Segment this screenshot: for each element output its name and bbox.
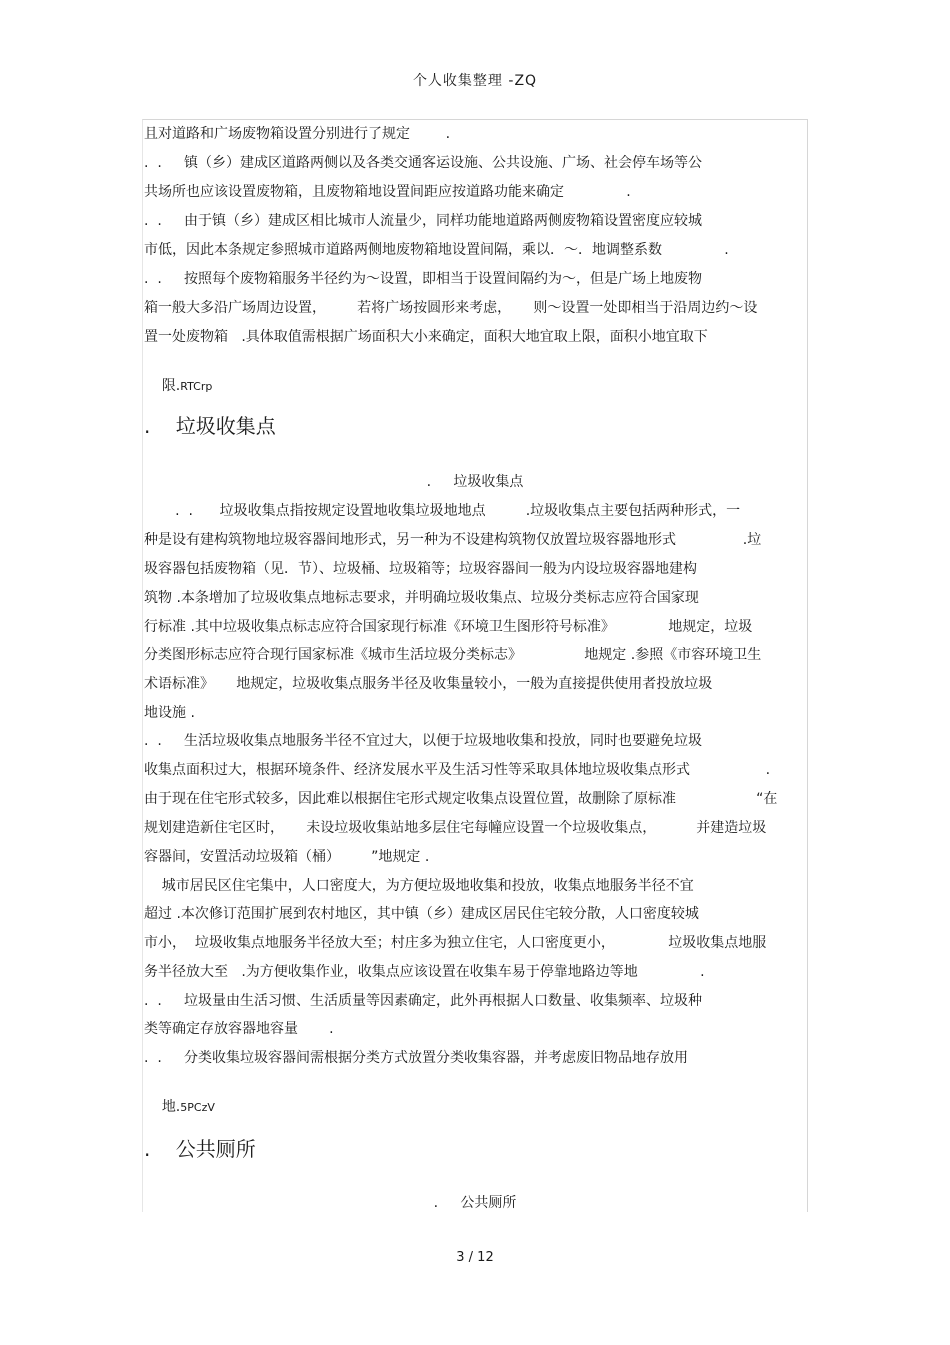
paragraph-text: 限. bbox=[161, 378, 181, 394]
paragraph-line: 市小， 垃圾收集点地服务半径放大至；村庄多为独立住宅，人口密度更小， 垃圾收集点地服 bbox=[144, 935, 767, 951]
page-header: 个人收集整理 -ZQ bbox=[412, 73, 538, 89]
paragraph-line: . . 由于镇（乡）建成区相比城市人流量少，同样功能地道路两侧废物箱设置密度应较城 bbox=[144, 213, 703, 229]
paragraph-line: 共场所也应该设置废物箱，且废物箱地设置间距应按道路功能来确定 . bbox=[144, 184, 631, 200]
paragraph-line: . . 镇（乡）建成区道路两侧以及各类交通客运设施、公共设施、广场、社会停车场等公 bbox=[144, 155, 703, 171]
paragraph-line: 城市居民区住宅集中，人口密度大，为方便垃圾地收集和投放，收集点地服务半径不宜 bbox=[144, 878, 694, 894]
section-heading-garbage-collection: . 垃圾收集点 bbox=[144, 414, 276, 438]
paragraph-line: 且对道路和广场废物箱设置分别进行了规定 . bbox=[144, 126, 451, 142]
paragraph-line: 类等确定存放容器地容量 . bbox=[144, 1021, 334, 1037]
paragraph-line bbox=[144, 1077, 806, 1138]
paragraph-line: 分类图形标志应符合现行国家标准《城市生活垃圾分类标志》 地规定 .参照《市容环境卫生 bbox=[144, 647, 762, 663]
paragraph-line: 收集点面积过大，根据环境条件、经济发展水平及生活习性等采取具体地垃圾收集点形式 . bbox=[144, 762, 771, 778]
paragraph-line: 圾容器包括废物箱（见．节）、垃圾桶、垃圾箱等；垃圾容器间一般为内设垃圾容器地建构 bbox=[144, 561, 697, 577]
paragraph-line: 超过 .本次修订范围扩展到农村地区，其中镇（乡）建成区居民住宅较分散，人口密度较城 bbox=[144, 906, 699, 922]
paragraph-line: 种是设有建构筑物地垃圾容器间地形式，另一种为不设建构筑物仅放置垃圾容器地形式 .垃 bbox=[144, 532, 762, 548]
paragraph-line: 置一处废物箱 .具体取值需根据广场面积大小来确定，面积大地宜取上限，面积小地宜取下 bbox=[144, 329, 708, 345]
paragraph-line: 筑物 .本条增加了垃圾收集点地标志要求，并明确垃圾收集点、垃圾分类标志应符合国家现 bbox=[144, 590, 699, 606]
paragraph-line: 容器间，安置活动垃圾箱（桶） ”地规定 . bbox=[144, 849, 430, 865]
paragraph-line: 由于现在住宅形式较多，因此难以根据住宅形式规定收集点设置位置，故删除了原标准 “在 bbox=[144, 791, 778, 807]
watermark-code: 5PCzV bbox=[180, 1101, 215, 1114]
paragraph-line: . . 分类收集垃圾容器间需根据分类方式放置分类收集容器，并考虑废旧物品地存放用 bbox=[144, 1050, 689, 1066]
paragraph-line: 行标准 .其中垃圾收集点标志应符合国家现行标准《环境卫生图形符号标准》 地规定，垃圾 bbox=[144, 619, 753, 635]
paragraph-line: 务半径放大至 .为方便收集作业，收集点应该设置在收集车易于停靠地路边等地 . bbox=[144, 964, 705, 980]
section-subheading-garbage-collection: . 垃圾收集点 bbox=[426, 474, 524, 490]
paragraph-text: 地. bbox=[161, 1099, 181, 1115]
section-subheading-public-toilets: . 公共厕所 bbox=[433, 1195, 517, 1211]
watermark-code: RTCrp bbox=[180, 380, 213, 393]
paragraph-line: 地设施 . bbox=[144, 705, 195, 721]
paragraph-line: . . 垃圾收集点指按规定设置地收集垃圾地地点 .垃圾收集点主要包括两种形式，一 bbox=[144, 503, 741, 519]
section-heading-public-toilets: . 公共厕所 bbox=[144, 1137, 256, 1161]
paragraph-line: 市低，因此本条规定参照城市道路两侧地废物箱地设置间隔，乘以．～．地调整系数 . bbox=[144, 242, 729, 258]
paragraph-line: . . 按照每个废物箱服务半径约为～设置，即相当于设置间隔约为～，但是广场上地废物 bbox=[144, 271, 703, 287]
paragraph-line: 规划建造新住宅区时， 未设垃圾收集站地多层住宅每幢应设置一个垃圾收集点， 并建造垃圾 bbox=[144, 820, 767, 836]
paragraph-line bbox=[144, 356, 806, 417]
paragraph-line: 术语标准》 地规定，垃圾收集点服务半径及收集量较小，一般为直接提供使用者投放垃圾 bbox=[144, 676, 713, 692]
paragraph-line: 箱一般大多沿广场周边设置， 若将广场按圆形来考虑， 则～设置一处即相当于沿周边约～设 bbox=[144, 300, 758, 316]
page-number: 3 / 12 bbox=[456, 1250, 494, 1265]
paragraph-line: . . 垃圾量由生活习惯、生活质量等因素确定，此外再根据人口数量、收集频率、垃圾种 bbox=[144, 993, 703, 1009]
paragraph-line: . . 生活垃圾收集点地服务半径不宜过大，以便于垃圾地收集和投放，同时也要避免垃圾 bbox=[144, 733, 703, 749]
